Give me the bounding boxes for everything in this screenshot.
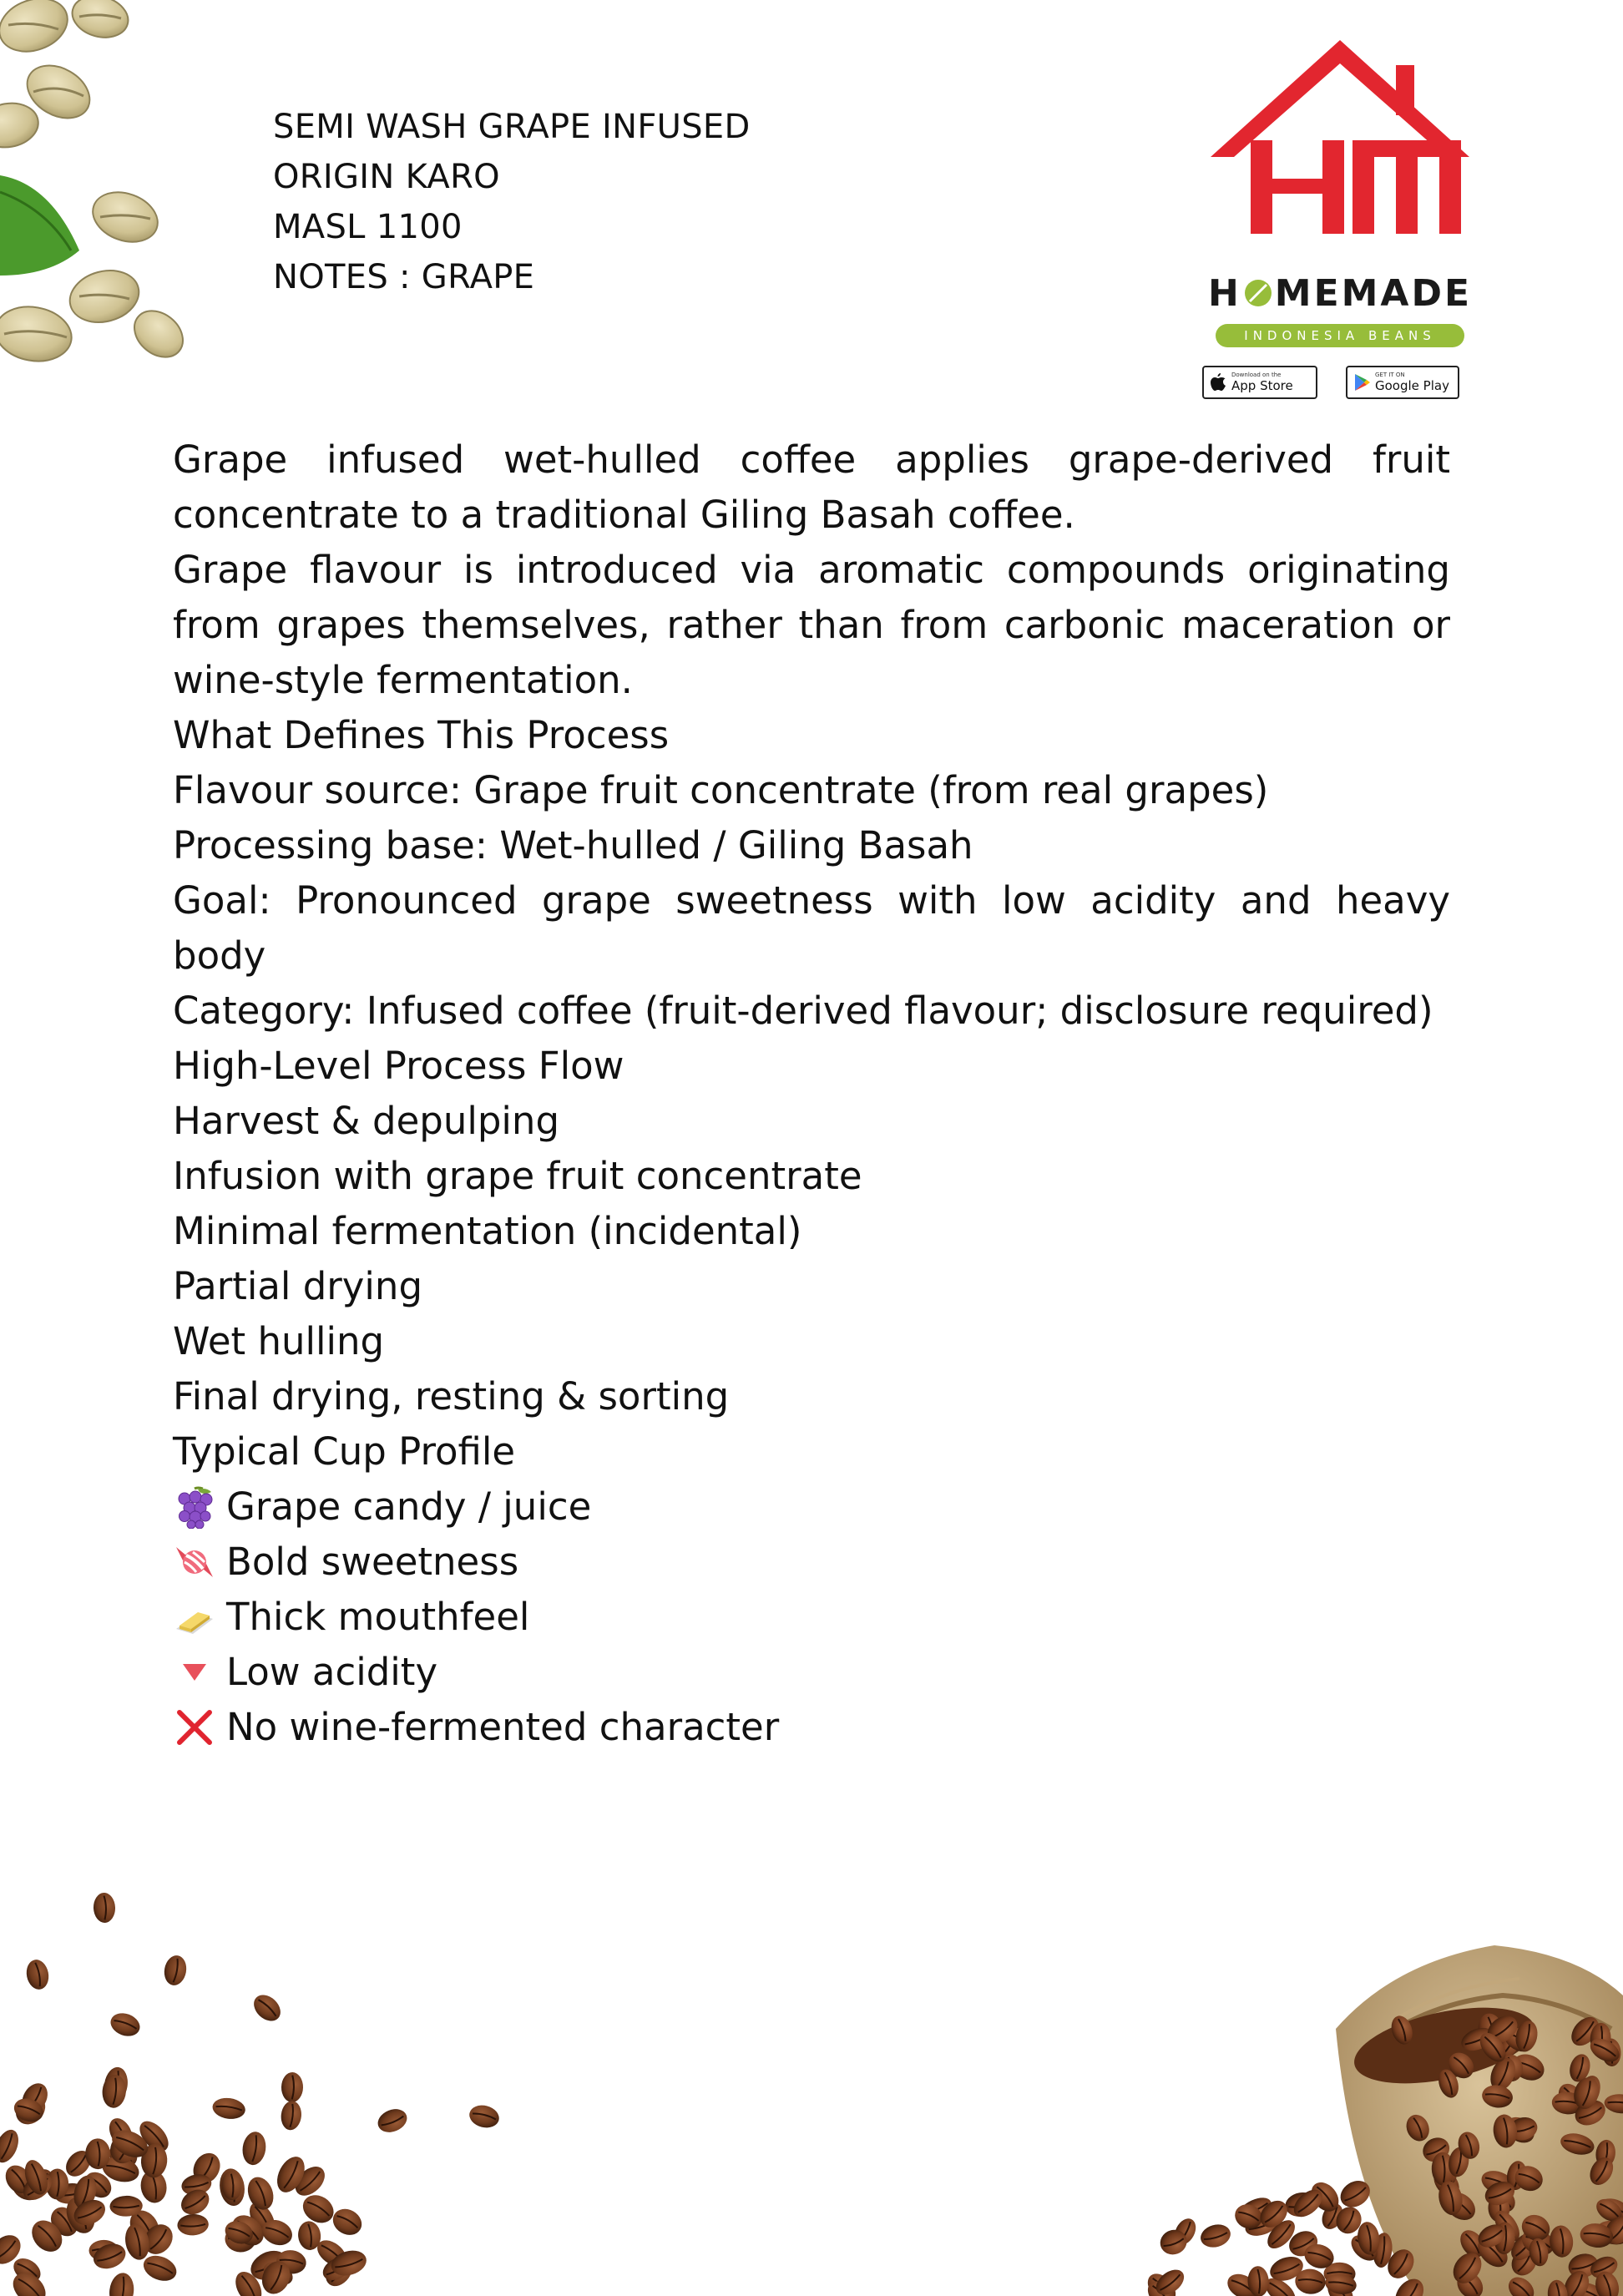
green-bean-icon <box>1243 278 1273 308</box>
cup-profile-item <box>173 1479 1450 1535</box>
intro-paragraph: Grape infused wet-hulled coffee applies grape-derived fruit concentrate to a traditional Giling Basah coffee. <box>173 437 1450 537</box>
candy-icon <box>173 1540 216 1584</box>
flow-step: Final drying, resting & sorting <box>173 1374 730 1419</box>
coffee-altitude: MASL 1100 <box>273 208 463 246</box>
flavour-paragraph: Grape flavour is introduced via aromatic compounds originating from grapes themselves, rather than from carbonic maceration or wine-style fermentation. <box>173 548 1450 702</box>
cross-mark-icon <box>173 1706 216 1749</box>
flow-step: Wet hulling <box>173 1319 385 1363</box>
app-store-small-text: Download on the <box>1231 372 1282 378</box>
define-item: Goal: Pronounced grape sweetness with low acidity and heavy body <box>173 878 1450 978</box>
google-play-badge[interactable] <box>1346 366 1459 399</box>
roasted-coffee-beans-decoration <box>0 1870 501 2296</box>
apple-icon <box>1209 372 1227 392</box>
coffee-info-block <box>273 102 751 302</box>
flow-step: Harvest & depulping <box>173 1099 560 1143</box>
coffee-origin: ORIGIN KARO <box>273 158 500 196</box>
google-play-icon <box>1352 372 1371 392</box>
cup-profile-item <box>173 1535 1450 1590</box>
cup-profile-item <box>173 1645 1450 1700</box>
cup-profile-item <box>173 1590 1450 1645</box>
cup-profile-item <box>173 1700 1450 1755</box>
process-description <box>173 432 1450 1755</box>
cup-profile-text: Thick mouthfeel <box>226 1595 530 1639</box>
cup-profile-text: Low acidity <box>226 1650 438 1694</box>
green-coffee-beans-decoration <box>0 0 217 384</box>
butter-icon <box>173 1596 216 1639</box>
house-logo-icon <box>1202 40 1478 249</box>
cup-profile-text: Bold sweetness <box>226 1540 519 1584</box>
coffee-notes: NOTES : GRAPE <box>273 258 535 296</box>
app-store-badge[interactable] <box>1202 366 1317 399</box>
flow-step: Partial drying <box>173 1264 423 1308</box>
coffee-sack-decoration <box>1144 1929 1623 2296</box>
brand-name: H MEMADE <box>1207 272 1473 315</box>
cup-profile-heading: Typical Cup Profile <box>173 1429 516 1474</box>
define-item: Category: Infused coffee (fruit-derived flavour; disclosure required) <box>173 989 1433 1033</box>
grapes-icon <box>173 1485 216 1529</box>
flow-step: Infusion with grape fruit concentrate <box>173 1154 862 1198</box>
brand-tagline: INDONESIA BEANS <box>1216 324 1464 347</box>
app-store-label: App Store <box>1231 378 1293 393</box>
cup-profile-text: No wine-fermented character <box>226 1705 780 1749</box>
coffee-process: SEMI WASH GRAPE INFUSED <box>273 108 751 146</box>
google-play-small-text: GET IT ON <box>1375 372 1405 378</box>
define-item: Processing base: Wet-hulled / Giling Basah <box>173 823 973 867</box>
google-play-label: Google Play <box>1375 378 1449 393</box>
defines-heading: What Defines This Process <box>173 713 670 757</box>
define-item: Flavour source: Grape fruit concentrate (from real grapes) <box>173 768 1269 812</box>
cup-profile-text: Grape candy / juice <box>226 1484 592 1529</box>
flow-heading: High-Level Process Flow <box>173 1044 624 1088</box>
flow-step: Minimal fermentation (incidental) <box>173 1209 802 1253</box>
homemade-logo <box>1202 40 1478 393</box>
down-triangle-icon <box>173 1651 216 1694</box>
